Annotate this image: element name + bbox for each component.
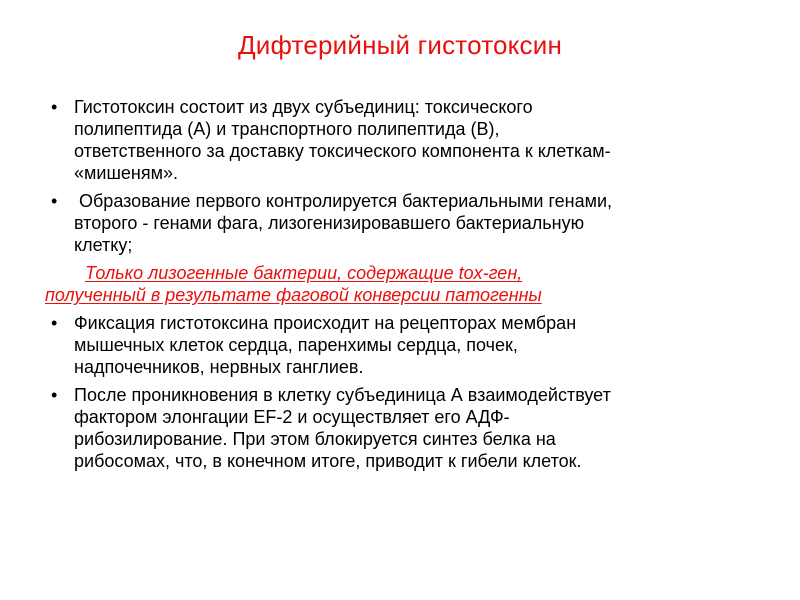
bullet-line: мышечных клеток сердца, паренхимы сердца, почек, [74, 335, 518, 355]
bullet-line: надпочечников, нервных ганглиев. [74, 357, 364, 377]
bullet-line: рибосомах, что, в конечном итоге, приводит к гибели клеток. [74, 451, 582, 471]
bullet-line: «мишеням». [74, 163, 178, 183]
bullet-line: клетку; [74, 235, 133, 255]
bullet-line: второго - генами фага, лизогенизировавшего бактериальную [74, 213, 585, 233]
bullet-icon: • [51, 97, 58, 117]
bullet-item-fixation [48, 312, 758, 378]
slide-title: Дифтерийный гистотоксин [237, 30, 563, 60]
bullet-icon: • [51, 313, 58, 333]
bullet-item-mechanism [48, 384, 758, 472]
bullet-line: полипептида (А) и транспортного полипептида (В), [74, 119, 500, 139]
bullet-line: ответственного за доставку токсического компонента к клеткам- [74, 141, 611, 161]
bullet-line: Гистотоксин состоит из двух субъединиц: токсического [74, 97, 533, 117]
bullet-line: рибозилирование. При этом блокируется синтез белка на [74, 429, 556, 449]
bullet-line: Образование первого контролируется бактериальными генами, [74, 191, 613, 211]
bullet-line: После проникновения в клетку субъединица А взаимодействует [74, 385, 611, 405]
bullet-icon: • [51, 191, 58, 211]
bullet-line: фактором элонгации EF-2 и осуществляет его АДФ- [74, 407, 510, 427]
lysogenic-note [45, 262, 758, 306]
slide-body [45, 96, 758, 478]
note-line [45, 262, 758, 284]
bullet-item-genes [48, 190, 758, 256]
bullet-line: Фиксация гистотоксина происходит на рецепторах мембран [74, 313, 577, 333]
bullet-icon: • [51, 385, 58, 405]
note-line-text: Только лизогенные бактерии, содержащие tox-ген, [85, 263, 523, 283]
bullet-item-structure [48, 96, 758, 184]
note-line: полученный в результате фаговой конверсии патогенны [45, 285, 542, 305]
